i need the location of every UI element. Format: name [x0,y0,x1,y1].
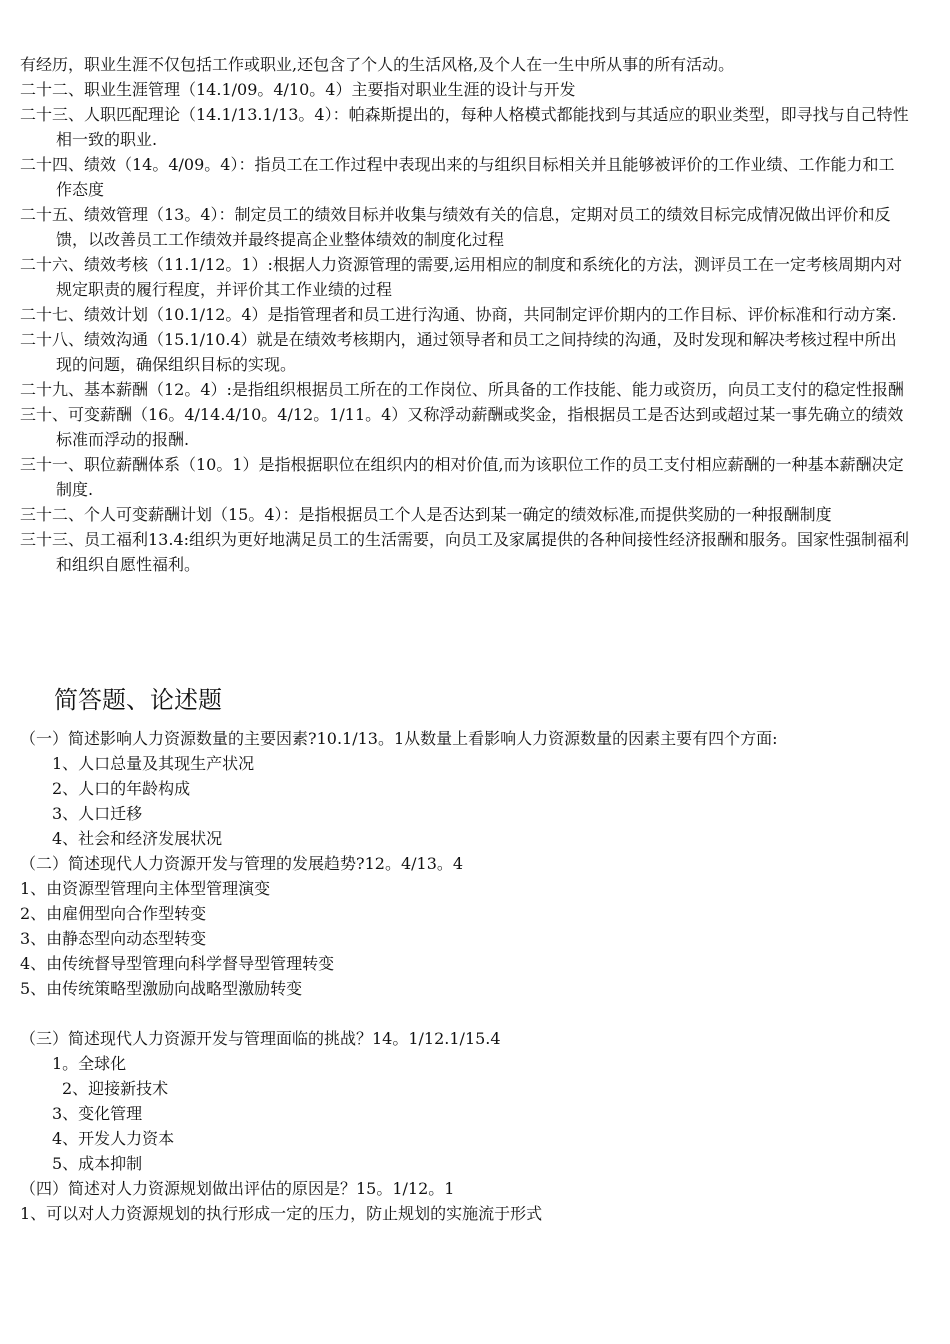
answer-item: 5、由传统策略型激励向战略型激励转变 [20,979,303,998]
answer-item: 4、由传统督导型管理向科学督导型管理转变 [20,954,335,973]
answer-item: 1。全球化 [52,1054,127,1073]
question-1: （一）简述影响人力资源数量的主要因素?10.1/13。1从数量上看影响人力资源数量的因素主要有四个方面: [20,729,778,748]
definition-item: 三十、可变薪酬（16。4/14.4/10。4/12。1/11。4）又称浮动薪酬或奖金，指根据员工是否达到或超过某一事先确立的绩效标准而浮动的报酬. [20,405,904,449]
intro-line: 有经历，职业生涯不仅包括工作或职业,还包含了个人的生活风格,及个人在一生中所从事的所有活动。 [20,55,735,74]
definition-item: 二十四、绩效（14。4/09。4）：指员工在工作过程中表现出来的与组织目标相关并且能够被评价的工作业绩、工作能力和工作态度 [20,155,895,199]
answer-item: 1、人口总量及其现生产状况 [52,754,255,773]
definition-item: 二十八、绩效沟通（15.1/10.4）就是在绩效考核期内，通过领导者和员工之间持续的沟通，及时发现和解决考核过程中所出现的问题，确保组织目标的实现。 [20,330,897,374]
definition-item: 二十二、职业生涯管理（14.1/09。4/10。4）主要指对职业生涯的设计与开发 [20,80,576,99]
definition-item: 三十三、员工福利13.4:组织为更好地满足员工的生活需要，向员工及家属提供的各种间接性经济报酬和服务。国家性强制福利和组织自愿性福利。 [20,530,910,574]
question-4: （四）简述对人力资源规划做出评估的原因是？15。1/12。1 [20,1179,455,1198]
definitions-section [20,52,910,577]
question-2: （二）简述现代人力资源开发与管理的发展趋势?12。4/13。4 [20,854,464,873]
answer-item: 3、变化管理 [52,1104,143,1123]
qa-section [20,726,910,1226]
definition-item: 三十一、职位薪酬体系（10。1）是指根据职位在组织内的相对价值,而为该职位工作的员工支付相应薪酬的一种基本薪酬决定制度. [20,455,904,499]
definition-item: 二十五、绩效管理（13。4）：制定员工的绩效目标并收集与绩效有关的信息，定期对员工的绩效目标完成情况做出评价和反馈，以改善员工工作绩效并最终提高企业整体绩效的制度化过程 [20,205,891,249]
answer-item: 2、人口的年龄构成 [52,779,191,798]
answer-item: 3、由静态型向动态型转变 [20,929,207,948]
definition-item: 二十九、基本薪酬（12。4）:是指组织根据员工所在的工作岗位、所具备的工作技能、能力或资历，向员工支付的稳定性报酬 [20,380,904,399]
answer-item: 2、迎接新技术 [62,1079,169,1098]
answer-item: 1、由资源型管理向主体型管理演变 [20,879,271,898]
definition-item: 二十六、绩效考核（11.1/12。1）:根据人力资源管理的需要,运用相应的制度和系统化的方法，测评员工在一定考核周期内对规定职责的履行程度，并评价其工作业绩的过程 [20,255,903,299]
answer-item: 3、人口迁移 [52,804,143,823]
definition-item: 二十七、绩效计划（10.1/12。4）是指管理者和员工进行沟通、协商，共同制定评价期内的工作目标、评价标准和行动方案. [20,305,897,324]
blank-line [20,1001,910,1026]
answer-item: 4、开发人力资本 [52,1129,175,1148]
answer-item: 4、社会和经济发展状况 [52,829,223,848]
answer-item: 2、由雇佣型向合作型转变 [20,904,207,923]
answer-item: 5、成本抑制 [52,1154,143,1173]
question-3: （三）简述现代人力资源开发与管理面临的挑战？14。1/12.1/15.4 [20,1029,501,1048]
definition-item: 三十二、个人可变薪酬计划（15。4）：是指根据员工个人是否达到某一确定的绩效标准,而提供奖励的一种报酬制度 [20,505,832,524]
section-heading: 简答题、论述题 [54,686,222,714]
definition-item: 二十三、人职匹配理论（14.1/13.1/13。4）：帕森斯提出的，每种人格模式都能找到与其适应的职业类型，即寻找与自己特性相一致的职业. [20,105,909,149]
answer-item: 1、可以对人力资源规划的执行形成一定的压力，防止规划的实施流于形式 [20,1204,543,1223]
